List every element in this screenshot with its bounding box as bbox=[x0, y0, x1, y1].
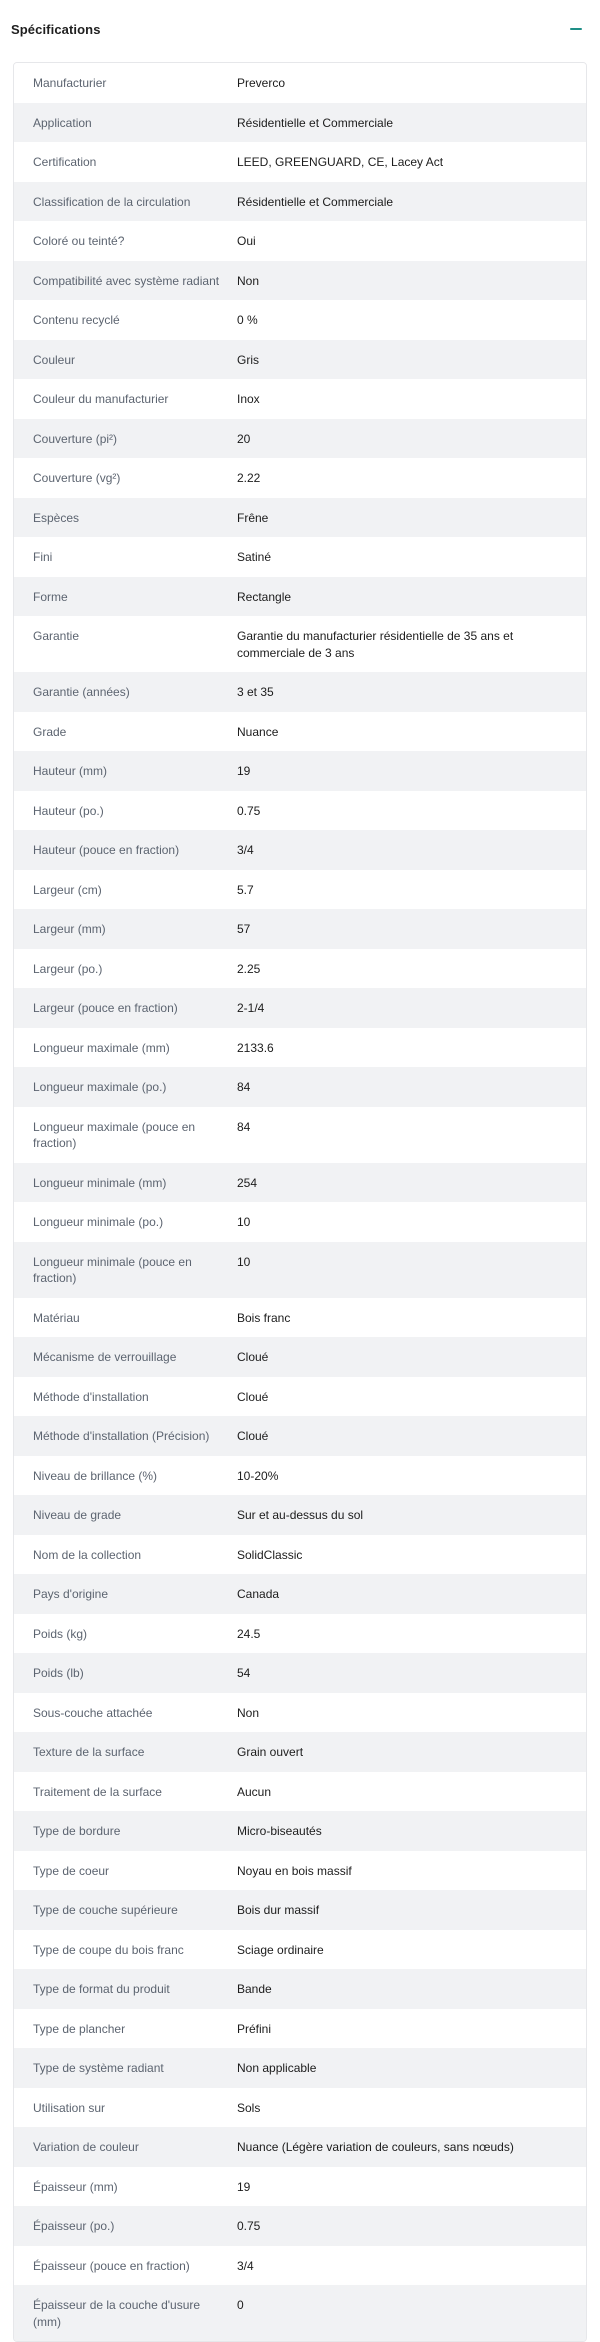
spec-value: Satiné bbox=[237, 550, 272, 564]
spec-label: Méthode d'installation (Précision) bbox=[33, 1429, 210, 1443]
spec-value: Non bbox=[237, 273, 260, 288]
spec-label: Longueur minimale (po.) bbox=[33, 1215, 164, 1229]
spec-label: Type de couche supérieure bbox=[33, 1903, 178, 1917]
table-row bbox=[14, 909, 586, 949]
spec-value: 19 bbox=[237, 764, 251, 778]
spec-value: 3 et 35 bbox=[237, 685, 274, 699]
table-row bbox=[14, 2167, 586, 2207]
table-row bbox=[14, 1811, 586, 1851]
table-row bbox=[14, 1693, 586, 1733]
spec-value: Sciage ordinaire bbox=[237, 1942, 324, 1957]
spec-value: 2.22 bbox=[237, 471, 261, 485]
spec-label: Longueur maximale (mm) bbox=[33, 1040, 170, 1055]
spec-value: Aucun bbox=[237, 1784, 272, 1799]
spec-value: 84 bbox=[237, 1080, 251, 1094]
spec-label: Type de bordure bbox=[33, 1824, 121, 1838]
table-row bbox=[14, 2088, 586, 2128]
table-row bbox=[14, 63, 586, 103]
table-row bbox=[14, 1242, 586, 1298]
table-row bbox=[14, 340, 586, 380]
spec-label: Mécanisme de verrouillage bbox=[33, 1350, 177, 1364]
spec-label: Manufacturier bbox=[33, 76, 107, 90]
spec-value: 0 % bbox=[237, 313, 258, 327]
spec-label: Espèces bbox=[33, 510, 80, 525]
spec-label: Couverture (vg²) bbox=[33, 471, 121, 485]
spec-value: 0.75 bbox=[237, 803, 261, 818]
spec-label: Type de coeur bbox=[33, 1863, 110, 1878]
table-row bbox=[14, 2206, 586, 2246]
spec-label: Couleur du manufacturier bbox=[33, 392, 169, 406]
table-row bbox=[14, 1930, 586, 1970]
table-row bbox=[14, 1772, 586, 1812]
spec-value: Canada bbox=[237, 1587, 280, 1601]
spec-label: Garantie bbox=[33, 629, 80, 643]
spec-value: Cloué bbox=[237, 1429, 269, 1443]
table-row bbox=[14, 1298, 586, 1338]
table-row bbox=[14, 300, 586, 340]
spec-label: Type de format du produit bbox=[33, 1982, 170, 1996]
table-row bbox=[14, 1163, 586, 1203]
spec-label: Type de plancher bbox=[33, 2021, 126, 2036]
spec-label: Couleur bbox=[33, 352, 76, 367]
spec-label: Traitement de la surface bbox=[33, 1784, 162, 1799]
spec-label: Variation de couleur bbox=[33, 2140, 139, 2154]
spec-value: Non bbox=[237, 1705, 260, 1720]
spec-value: Grain ouvert bbox=[237, 1745, 304, 1759]
spec-value: 0.75 bbox=[237, 2219, 261, 2233]
table-row bbox=[14, 379, 586, 419]
table-row bbox=[14, 1202, 586, 1242]
spec-value: Préfini bbox=[237, 2021, 272, 2036]
spec-label: Longueur minimale (mm) bbox=[33, 1175, 167, 1190]
table-row bbox=[14, 870, 586, 910]
spec-value: Résidentielle et Commerciale bbox=[237, 115, 394, 130]
table-row bbox=[14, 1107, 586, 1163]
specifications-table bbox=[13, 62, 587, 2342]
spec-value: Rectangle bbox=[237, 589, 292, 604]
spec-label: Épaisseur de la couche d'usure (mm) bbox=[33, 2298, 201, 2329]
specifications-header[interactable] bbox=[0, 0, 600, 58]
table-row bbox=[14, 221, 586, 261]
spec-label: Largeur (pouce en fraction) bbox=[33, 1001, 178, 1015]
table-row bbox=[14, 2285, 586, 2341]
spec-value: 24.5 bbox=[237, 1626, 261, 1641]
spec-value: Non applicable bbox=[237, 2061, 317, 2075]
table-row bbox=[14, 1337, 586, 1377]
spec-label: Épaisseur (mm) bbox=[33, 2179, 118, 2194]
table-row bbox=[14, 1028, 586, 1068]
table-row bbox=[14, 498, 586, 538]
table-row bbox=[14, 2048, 586, 2088]
spec-label: Fini bbox=[33, 550, 53, 564]
spec-label: Type de coupe du bois franc bbox=[33, 1942, 184, 1957]
spec-value: Bande bbox=[237, 1982, 272, 1996]
table-row bbox=[14, 2009, 586, 2049]
spec-value: 20 bbox=[237, 431, 251, 446]
section-title: Spécifications bbox=[11, 21, 101, 37]
table-row bbox=[14, 616, 586, 672]
spec-label: Type de système radiant bbox=[33, 2061, 164, 2075]
spec-value: Noyau en bois massif bbox=[237, 1863, 352, 1878]
spec-value: Micro-biseautés bbox=[237, 1824, 322, 1838]
spec-value: Cloué bbox=[237, 1389, 269, 1404]
table-row bbox=[14, 182, 586, 222]
spec-label: Épaisseur (pouce en fraction) bbox=[33, 2258, 190, 2273]
spec-label: Forme bbox=[33, 589, 68, 604]
spec-value: 3/4 bbox=[237, 843, 254, 857]
spec-label: Texture de la surface bbox=[33, 1745, 145, 1759]
table-row bbox=[14, 791, 586, 831]
spec-value: 10 bbox=[237, 1215, 251, 1229]
spec-value: 0 bbox=[237, 2298, 244, 2312]
spec-value: Bois franc bbox=[237, 1310, 291, 1325]
spec-label: Sous-couche attachée bbox=[33, 1705, 153, 1720]
spec-value: 2133.6 bbox=[237, 1040, 274, 1055]
spec-value: Sols bbox=[237, 2100, 261, 2115]
spec-value: 54 bbox=[237, 1666, 251, 1680]
table-row bbox=[14, 1456, 586, 1496]
spec-label: Poids (kg) bbox=[33, 1626, 88, 1641]
table-row bbox=[14, 2246, 586, 2286]
spec-label: Pays d'origine bbox=[33, 1587, 108, 1601]
table-row bbox=[14, 2127, 586, 2167]
spec-value: 3/4 bbox=[237, 2258, 254, 2273]
spec-label: Niveau de grade bbox=[33, 1508, 122, 1522]
spec-value: SolidClassic bbox=[237, 1547, 303, 1562]
spec-value: Nuance (Légère variation de couleurs, sans nœuds) bbox=[237, 2140, 514, 2154]
spec-value: 10 bbox=[237, 1254, 251, 1269]
table-row bbox=[14, 458, 586, 498]
spec-value: 5.7 bbox=[237, 882, 254, 897]
spec-value: Bois dur massif bbox=[237, 1903, 320, 1917]
spec-label: Largeur (cm) bbox=[33, 882, 102, 897]
table-row bbox=[14, 1732, 586, 1772]
table-row bbox=[14, 1890, 586, 1930]
table-row bbox=[14, 1416, 586, 1456]
spec-label: Longueur minimale (pouce en fraction) bbox=[33, 1254, 192, 1285]
table-row bbox=[14, 1653, 586, 1693]
table-row bbox=[14, 1495, 586, 1535]
spec-label: Contenu recyclé bbox=[33, 313, 120, 327]
table-row bbox=[14, 142, 586, 182]
spec-value: 254 bbox=[237, 1175, 258, 1190]
table-row bbox=[14, 419, 586, 459]
spec-value: 10-20% bbox=[237, 1468, 279, 1483]
spec-value: Cloué bbox=[237, 1350, 269, 1364]
spec-value: 84 bbox=[237, 1119, 251, 1134]
spec-label: Méthode d'installation bbox=[33, 1389, 149, 1404]
table-row bbox=[14, 1851, 586, 1891]
spec-value: LEED, GREENGUARD, CE, Lacey Act bbox=[237, 155, 444, 169]
spec-value: 57 bbox=[237, 922, 251, 936]
table-row bbox=[14, 712, 586, 752]
table-row bbox=[14, 1969, 586, 2009]
spec-value: 19 bbox=[237, 2179, 251, 2194]
table-row bbox=[14, 1614, 586, 1654]
spec-label: Nom de la collection bbox=[33, 1547, 142, 1562]
spec-value: Résidentielle et Commerciale bbox=[237, 194, 394, 209]
spec-label: Garantie (années) bbox=[33, 685, 130, 699]
spec-value: Nuance bbox=[237, 724, 279, 739]
spec-label: Longueur maximale (pouce en fraction) bbox=[33, 1119, 196, 1150]
spec-label: Classification de la circulation bbox=[33, 194, 191, 209]
spec-label: Épaisseur (po.) bbox=[33, 2219, 115, 2233]
spec-label: Hauteur (mm) bbox=[33, 764, 108, 778]
spec-label: Couverture (pi²) bbox=[33, 431, 118, 446]
spec-label: Largeur (mm) bbox=[33, 922, 106, 936]
spec-label: Niveau de brillance (%) bbox=[33, 1468, 158, 1483]
table-row bbox=[14, 1377, 586, 1417]
spec-label: Hauteur (pouce en fraction) bbox=[33, 843, 180, 857]
table-row bbox=[14, 261, 586, 301]
spec-label: Longueur maximale (po.) bbox=[33, 1080, 167, 1094]
table-row bbox=[14, 751, 586, 791]
spec-label: Hauteur (po.) bbox=[33, 803, 104, 818]
table-row bbox=[14, 537, 586, 577]
spec-value: 2.25 bbox=[237, 961, 261, 976]
spec-label: Utilisation sur bbox=[33, 2100, 106, 2115]
spec-label: Largeur (po.) bbox=[33, 961, 103, 976]
spec-value: Inox bbox=[237, 392, 260, 406]
table-row bbox=[14, 577, 586, 617]
spec-label: Poids (lb) bbox=[33, 1666, 84, 1680]
minus-icon[interactable] bbox=[569, 22, 583, 36]
spec-label: Compatibilité avec système radiant bbox=[33, 273, 220, 288]
table-row bbox=[14, 1535, 586, 1575]
spec-label: Grade bbox=[33, 724, 67, 739]
table-row bbox=[14, 988, 586, 1028]
spec-label: Matériau bbox=[33, 1310, 80, 1325]
table-row bbox=[14, 103, 586, 143]
spec-value: Sur et au-dessus du sol bbox=[237, 1508, 364, 1522]
spec-value: Preverco bbox=[237, 76, 286, 90]
spec-value: Oui bbox=[237, 234, 256, 248]
spec-label: Application bbox=[33, 115, 92, 130]
table-row bbox=[14, 830, 586, 870]
table-row bbox=[14, 672, 586, 712]
spec-value: Frêne bbox=[237, 510, 269, 525]
spec-label: Certification bbox=[33, 155, 97, 169]
table-row bbox=[14, 949, 586, 989]
table-row bbox=[14, 1574, 586, 1614]
spec-label: Coloré ou teinté? bbox=[33, 234, 125, 248]
spec-value: Garantie du manufacturier résidentielle de 35 ans et commerciale de 3 ans bbox=[237, 629, 514, 660]
spec-value: Gris bbox=[237, 352, 259, 367]
spec-value: 2-1/4 bbox=[237, 1001, 265, 1015]
table-row bbox=[14, 1067, 586, 1107]
